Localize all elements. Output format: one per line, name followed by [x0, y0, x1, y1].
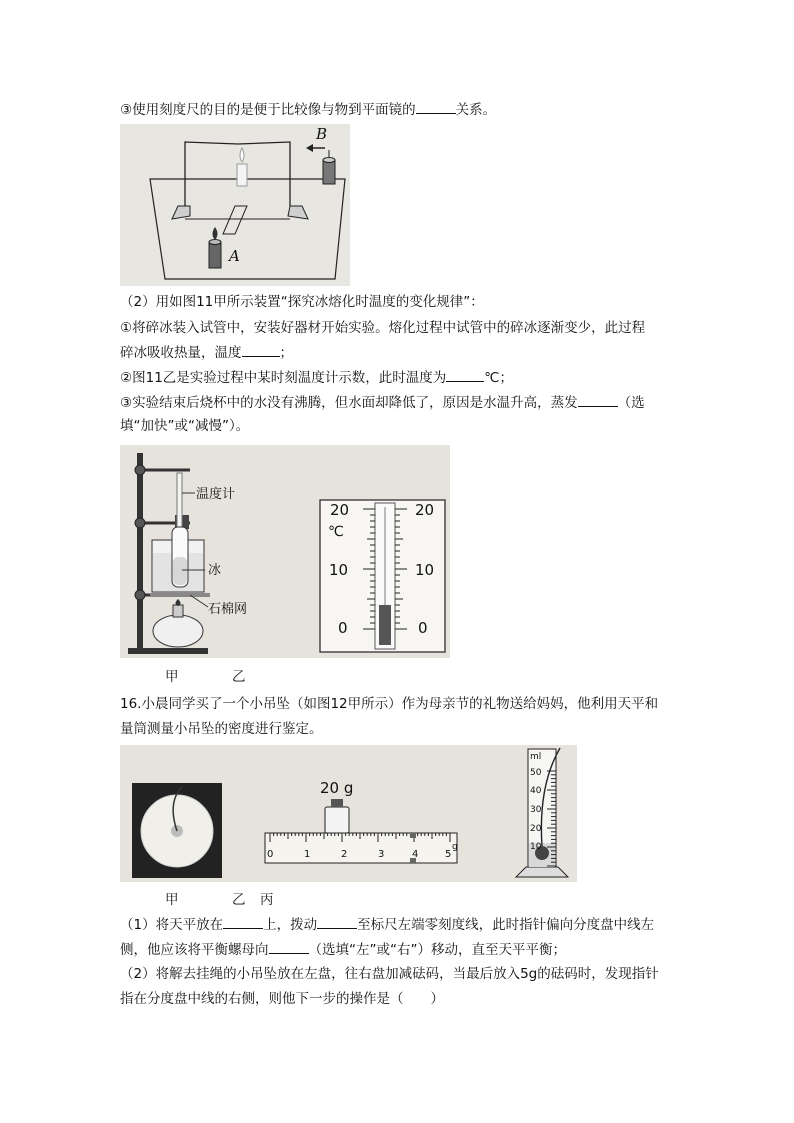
weight-label: 20 g — [320, 779, 354, 797]
tick-left-0: 0 — [338, 619, 348, 637]
question-16-2-line2: 指在分度盘中线的右侧，则他下一步的操作是（ ） — [120, 991, 444, 1007]
question-16-2-line1: （2）将解去挂绳的小吊坠放在左盘，往右盘加减砝码，当最后放入5g的砝码时，发现指针 — [120, 966, 659, 982]
ruler-tick-2: 2 — [341, 849, 348, 860]
question-16-1-line1: （1）将天平放在 上，拨动 至标尺左端零刻度线，此时指针偏向分度盘中线左 — [120, 914, 654, 935]
tick-right-20: 20 — [415, 501, 435, 519]
answer-blank — [269, 939, 309, 954]
tick-left-20: 20 — [330, 501, 350, 519]
ruler-tick-3: 3 — [378, 849, 385, 860]
ruler-unit: g — [452, 842, 458, 852]
ruler-tick-5: 5 — [445, 849, 452, 860]
cyl-tick-40: 40 — [530, 786, 542, 796]
thermo-unit: ℃ — [328, 524, 344, 540]
question-16-1-line2: 侧，他应该将平衡螺母向 （选填“左”或“右”）移动，直至天平平衡； — [120, 939, 566, 960]
question-16-line1: 16.小晨同学买了一个小吊坠（如图12甲所示）作为母亲节的礼物送给妈妈，他利用天平和 — [120, 696, 659, 712]
question-15-2-item3-line1: ③实验结束后烧杯中的水没有沸腾，但水面却降低了，原因是水温升高，蒸发 （选 — [120, 392, 645, 413]
question-16-line2: 量筒测量小吊坠的密度进行鉴定。 — [120, 721, 323, 737]
label-b: B — [316, 125, 328, 143]
question-15-2-item3-line2: 填“加快”或“减慢”）。 — [120, 418, 250, 434]
question-15-2-item1-line1: ①将碎冰装入试管中，安装好器材开始实验。熔化过程中试管中的碎冰逐渐变少，此过程 — [120, 320, 646, 336]
label-thermometer: 温度计 — [196, 487, 236, 502]
answer-blank — [446, 367, 484, 382]
mercury-column — [379, 605, 391, 645]
label-ice: 冰 — [208, 563, 222, 578]
question-15-2-intro: （2）用如图11甲所示装置“探究冰熔化时温度的变化规律”： — [120, 294, 484, 310]
figure-plane-mirror — [120, 124, 350, 286]
ruler-tick-4: 4 — [412, 849, 419, 860]
tick-right-0: 0 — [418, 619, 428, 637]
ruler-tick-1: 1 — [304, 849, 311, 860]
answer-blank — [317, 914, 357, 929]
caption-11-jia: 甲 — [165, 669, 179, 685]
figure-11 — [120, 445, 450, 658]
caption-12-jia: 甲 — [165, 892, 179, 908]
cyl-tick-30: 30 — [530, 805, 542, 815]
cyl-unit: ml — [530, 752, 542, 762]
figure-12-diagram — [120, 745, 577, 882]
label-a: A — [229, 247, 240, 265]
answer-blank — [223, 914, 263, 929]
answer-blank — [578, 392, 618, 407]
cyl-tick-10: 10 — [530, 842, 542, 852]
tick-left-10: 10 — [329, 561, 349, 579]
caption-12-yi: 乙 — [232, 892, 246, 908]
label-gauze: 石棉网 — [208, 602, 248, 617]
ruler-tick-0: 0 — [267, 849, 274, 860]
figure-12 — [120, 745, 577, 882]
plane-mirror-diagram — [120, 124, 350, 286]
answer-blank — [416, 99, 456, 114]
answer-blank — [242, 342, 280, 357]
figure-11-diagram — [120, 445, 450, 658]
caption-12-bing: 丙 — [260, 892, 274, 908]
caption-11-yi: 乙 — [232, 669, 246, 685]
question-15-2-item2: ②图11乙是实验过程中某时刻温度计示数，此时温度为 ℃； — [120, 367, 513, 388]
tick-right-10: 10 — [415, 561, 435, 579]
cyl-tick-20: 20 — [530, 824, 542, 834]
question-15-2-item1-line2: 碎冰吸收热量，温度 ； — [120, 342, 293, 363]
question-15-3: ③使用刻度尺的目的是便于比较像与物到平面镜的 关系。 — [120, 99, 496, 120]
cyl-tick-50: 50 — [530, 768, 542, 778]
